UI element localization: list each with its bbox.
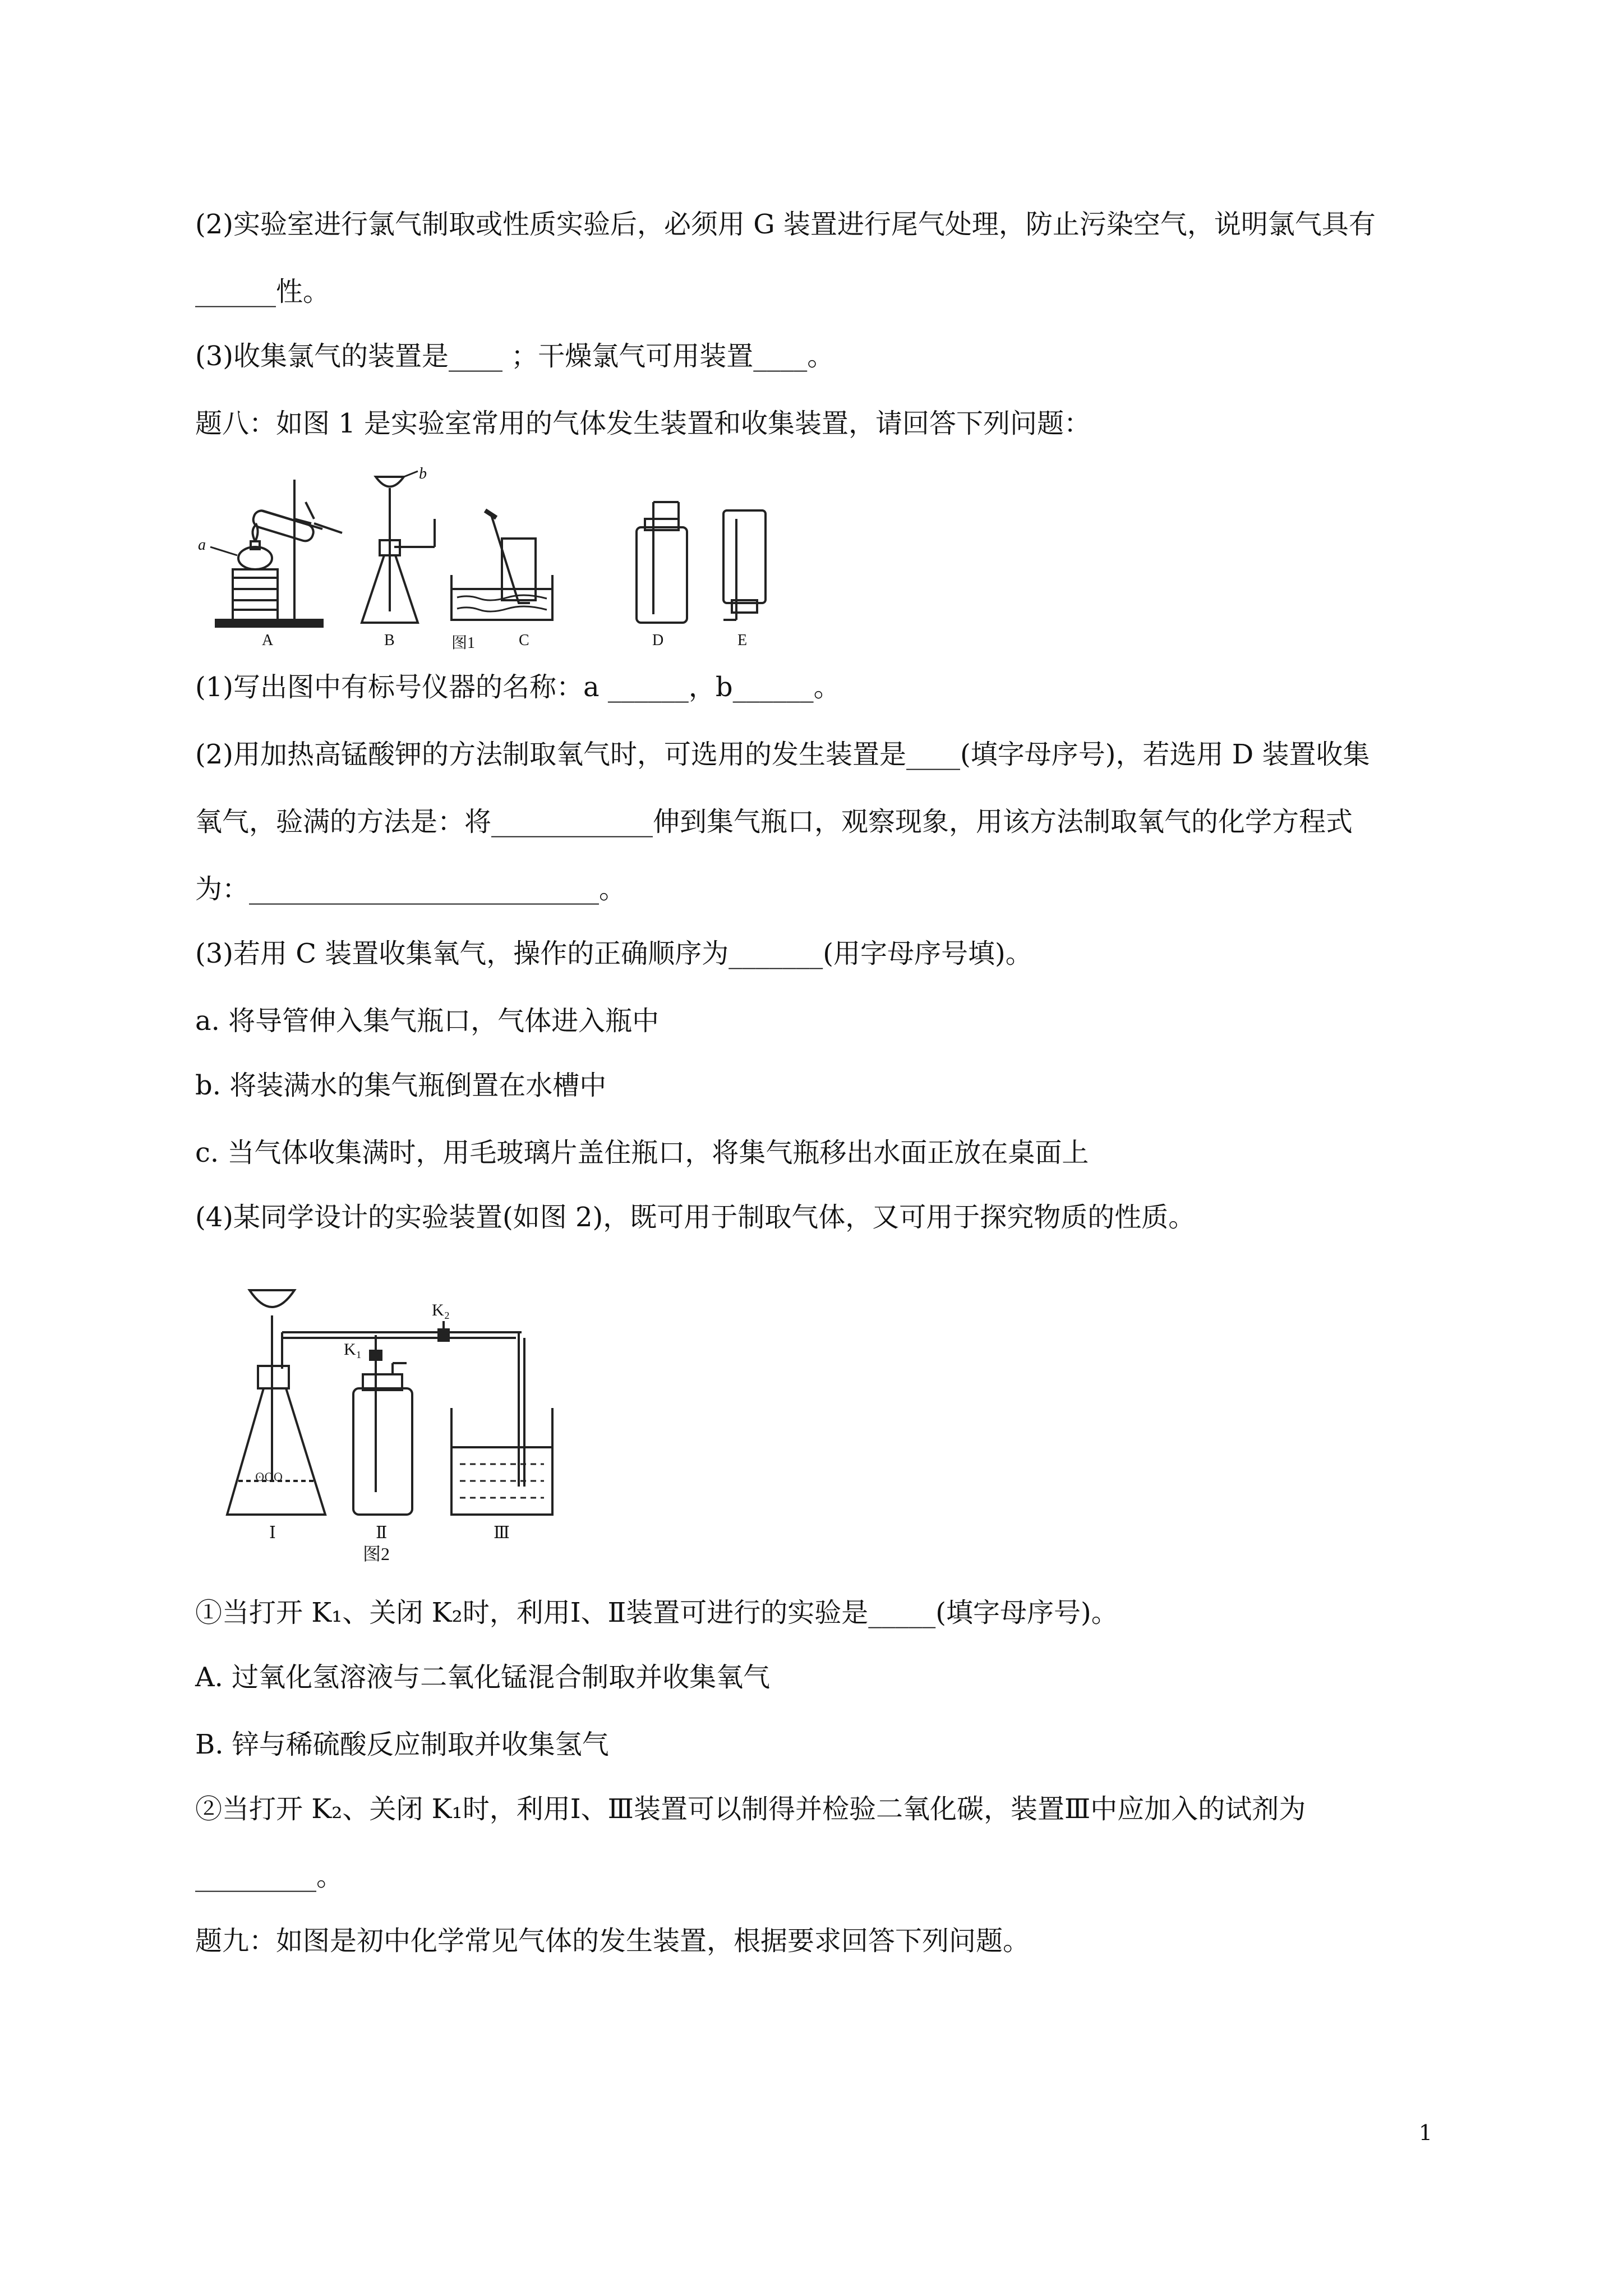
text-line: (2)用加热高锰酸钾的方法制取氧气时，可选用的发生装置是____(填字母序号)，若选用 D 装置收集: [195, 739, 1370, 770]
apparatus-a: [210, 480, 342, 627]
apparatus-b: [362, 471, 435, 623]
option-line: A. 过氧化氢溶液与二氧化锰混合制取并收集氧气: [195, 1662, 771, 1693]
label-B: B: [384, 632, 395, 649]
figure-2-apparatus: [216, 1268, 575, 1564]
page-number: 1: [1418, 2120, 1432, 2145]
option-line: b. 将装满水的集气瓶倒置在水槽中: [195, 1070, 607, 1101]
apparatus-e: [723, 510, 766, 620]
figure-1-apparatus: [193, 457, 799, 651]
label-E: E: [737, 632, 748, 649]
label-A: A: [262, 632, 274, 649]
label-K1: K₁: [344, 1340, 362, 1359]
apparatus-ii: [353, 1335, 412, 1515]
option-line: a. 将导管伸入集气瓶口，气体进入瓶中: [195, 1005, 660, 1037]
label-III: Ⅲ: [494, 1524, 510, 1542]
apparatus-iii: [451, 1332, 552, 1515]
question-heading: 题八：如图 1 是实验室常用的气体发生装置和收集装置，请回答下列问题：: [195, 408, 1091, 439]
apparatus-d: [637, 502, 687, 623]
text-line: ______性。: [195, 276, 330, 307]
option-line: c. 当气体收集满时，用毛玻璃片盖住瓶口，将集气瓶移出水面正放在桌面上: [195, 1137, 1089, 1168]
text-line: 为：__________________________。: [195, 873, 626, 905]
label-I: Ⅰ: [269, 1524, 276, 1542]
svg-text:ʘOO: ʘOO: [255, 1470, 283, 1484]
apparatus-c: [451, 510, 552, 620]
text-line: (4)某同学设计的实验装置(如图 2)，既可用于制取气体，又可用于探究物质的性质。: [195, 1202, 1196, 1233]
text-line: 氧气，验满的方法是：将____________伸到集气瓶口，观察现象，用该方法制取氧气的化学方程式: [195, 806, 1353, 838]
text-line: ①当打开 K₁、关闭 K₂时，利用Ⅰ、Ⅱ装置可进行的实验是_____(填字母序号)。: [195, 1597, 1118, 1628]
text-line: (3)若用 C 装置收集氧气，操作的正确顺序为_______(用字母序号填)。: [195, 938, 1032, 969]
label-C: C: [519, 632, 529, 649]
text-line: (3)收集氯气的装置是____ ；干燥氯气可用装置____。: [195, 341, 834, 372]
option-line: B. 锌与稀硫酸反应制取并收集氢气: [195, 1729, 609, 1760]
label-II: Ⅱ: [376, 1524, 388, 1542]
text-line: ②当打开 K₂、关闭 K₁时，利用Ⅰ、Ⅲ装置可以制得并检验二氧化碳，装置Ⅲ中应加入的试剂为: [195, 1793, 1306, 1825]
text-line: (2)实验室进行氯气制取或性质实验后，必须用 G 装置进行尾气处理，防止污染空气，说明氯气具有: [195, 209, 1376, 240]
label-D: D: [652, 632, 664, 649]
question-heading: 题九：如图是初中化学常见气体的发生装置，根据要求回答下列问题。: [195, 1925, 1030, 1957]
label-K2: K₂: [432, 1301, 450, 1319]
figure-2-caption: 图2: [363, 1544, 390, 1564]
text-line: (1)写出图中有标号仪器的名称：a ______，b______。: [195, 671, 841, 703]
apparatus-i: [227, 1290, 522, 1515]
figure-1-caption: 图1: [451, 634, 476, 651]
label-a: a: [198, 536, 206, 554]
text-line: _________。: [195, 1861, 344, 1892]
label-b: b: [419, 465, 427, 482]
